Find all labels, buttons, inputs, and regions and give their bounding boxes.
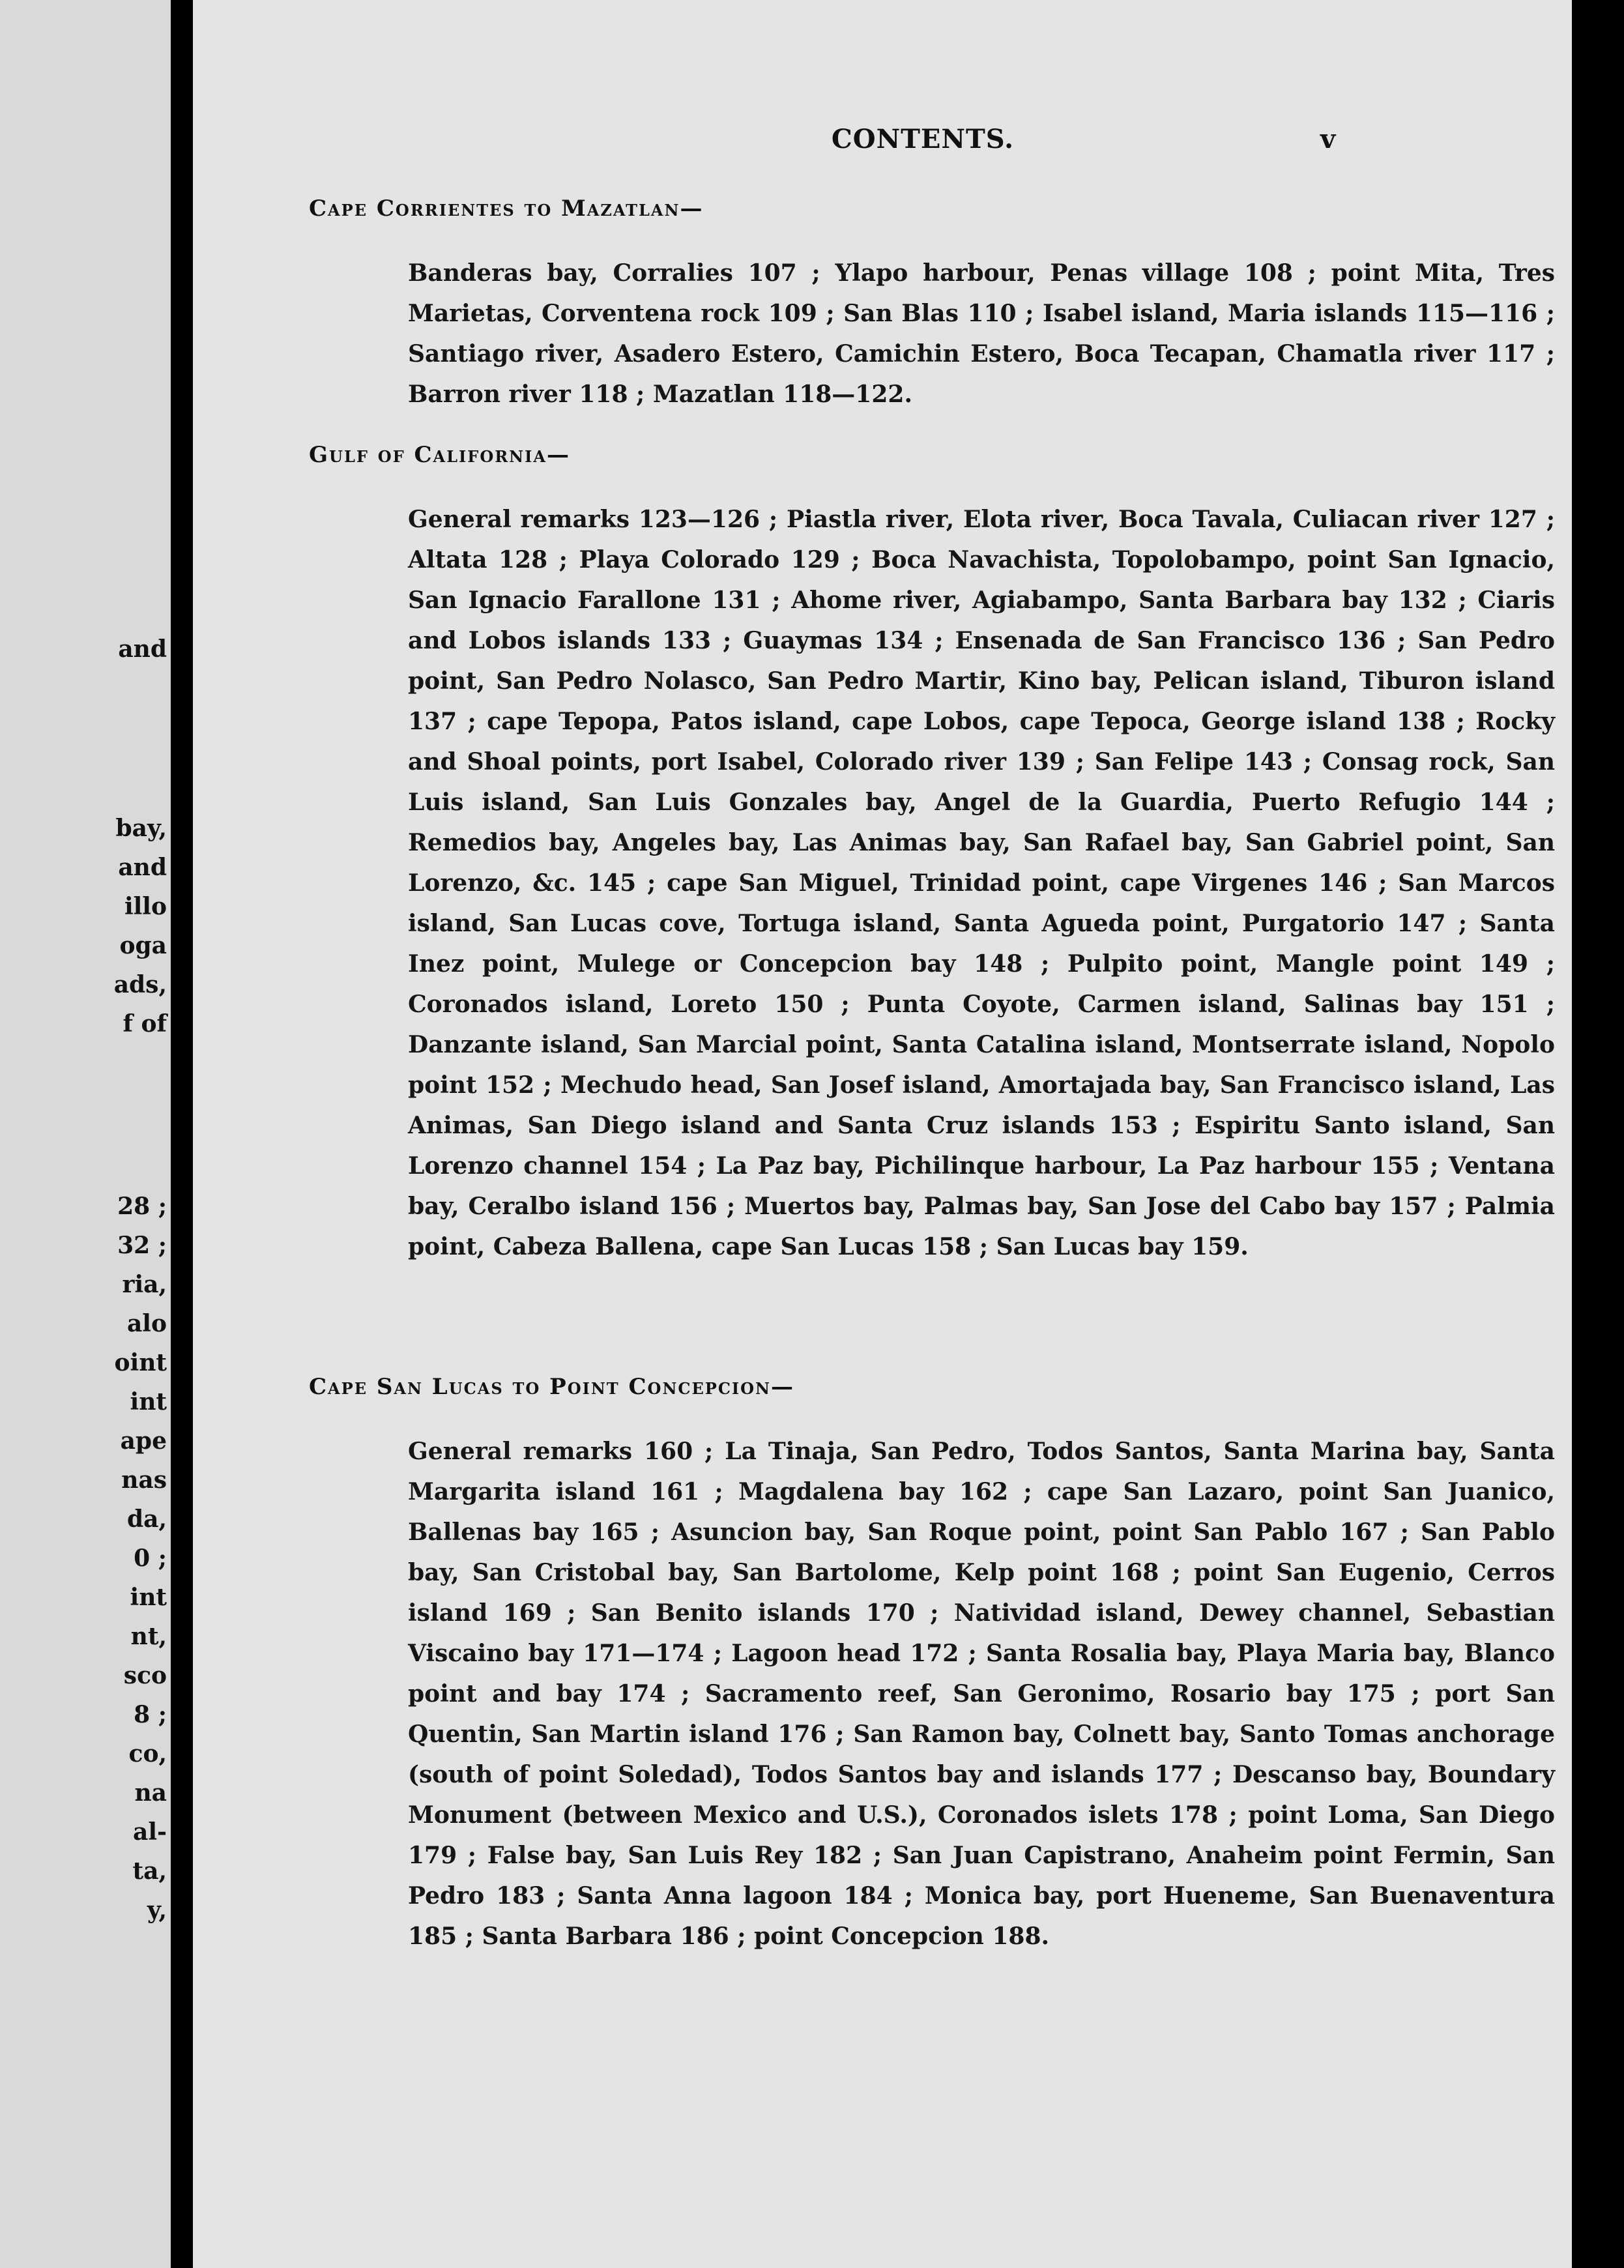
section-heading: Gulf of California— <box>309 442 570 468</box>
margin-fragment: nt, <box>130 1623 167 1650</box>
margin-fragment: oga <box>119 932 167 959</box>
margin-fragment: int <box>130 1584 167 1611</box>
margin-fragment: 32 ; <box>117 1232 167 1259</box>
margin-fragment: int <box>130 1388 167 1416</box>
margin-fragment: and <box>118 635 167 663</box>
margin-fragment: co, <box>128 1740 167 1767</box>
margin-fragment: illo <box>124 893 167 920</box>
margin-fragment: nas <box>121 1466 167 1494</box>
section-heading: Cape San Lucas to Point Concepcion— <box>309 1374 794 1400</box>
margin-fragment: sco <box>123 1662 167 1689</box>
section-entries: Banderas bay, Corralies 107 ; Ylapo harbour, Penas village 108 ; point Mita, Tres Marietas, Corventena rock 109 ; San Blas 110 ; Isabel island, Maria islands 115—116 ; Santiago river, Asadero Estero, Camichin Estero, Boca Tecapan, Chamatla river 117 ; Barron river 118 ; Mazatlan 118—122. <box>408 259 1555 408</box>
margin-fragment: bay, <box>115 815 167 842</box>
margin-fragment: ria, <box>122 1271 167 1298</box>
margin-fragment: 8 ; <box>134 1701 167 1728</box>
page-title: CONTENTS. <box>831 124 1015 154</box>
margin-fragment: ape <box>120 1427 167 1455</box>
facing-page-fragment <box>0 0 171 2268</box>
margin-fragment: al- <box>133 1818 167 1846</box>
margin-fragment: da, <box>126 1505 167 1533</box>
page-edge <box>1572 0 1624 2268</box>
margin-fragment: alo <box>126 1310 167 1337</box>
margin-fragment: 0 ; <box>134 1545 167 1572</box>
margin-fragment: na <box>134 1779 167 1807</box>
margin-fragment: and <box>118 854 167 881</box>
margin-fragment: ta, <box>132 1857 167 1885</box>
section-entries: General remarks 123—126 ; Piastla river, Elota river, Boca Tavala, Culiacan river 127 ; Altata 128 ; Playa Colorado 129 ; Boca Navachista, Topolobampo, point San Ignacio, San Ignacio Farallone 131 ; Ahome river, Agiabampo, Santa Barbara bay 132 ; Ciaris and Lobos islands 133 ; Guaymas 134 ; Ensenada de San Francisco 136 ; San Pedro point, San Pedro Nolasco, San Pedro Martir, Kino bay, Pelican island, Tiburon island 137 ; cape Tepopa, Patos island, cape Lobos, cape Tepoca, George island 138 ; Rocky and Shoal points, port Isabel, Colorado river 139 ; San Felipe 143 ; Consag rock, San Luis island, San Luis Gonzales bay, Angel de la Guardia, Puerto Refugio 144 ; Remedios bay, Angeles bay, Las Animas bay, San Rafael bay, San Gabriel point, San Lorenzo, &c. 145 ; cape San Miguel, Trinidad point, cape Virgenes 146 ; San Marcos island, San Lucas cove, Tortuga island, Santa Agueda point, Purgatorio 147 ; Santa Inez point, Mulege or Concepcion bay 148 ; Pulpito point, Mangle point 149 ; Coronados island, Loreto 150 ; Punta Coyote, Carmen island, Salinas bay 151 ; Danzante island, San Marcial point, Santa Catalina island, Montserrate island, Nopolo point 152 ; Mechudo head, San Josef island, Amortajada bay, San Francisco island, Las Animas, San Diego island and Santa Cruz islands 153 ; Espiritu Santo island, San Lorenzo channel 154 ; La Paz bay, Pichilinque harbour, La Paz harbour 155 ; Ventana bay, Ceralbo island 156 ; Muertos bay, Palmas bay, San Jose del Cabo bay 157 ; Palmia point, Cabeza Ballena, cape San Lucas 158 ; San Lucas bay 159. <box>408 506 1555 1260</box>
margin-fragment: 28 ; <box>117 1193 167 1220</box>
margin-fragment: oint <box>114 1349 167 1376</box>
section-entries: General remarks 160 ; La Tinaja, San Pedro, Todos Santos, Santa Marina bay, Santa Margarita island 161 ; Magdalena bay 162 ; cape San Lazaro, point San Juanico, Ballenas bay 165 ; Asuncion bay, San Roque point, point San Pablo 167 ; San Pablo bay, San Cristobal bay, San Bartolome, Kelp point 168 ; point San Eugenio, Cerros island 169 ; San Benito islands 170 ; Natividad island, Dewey channel, Sebastian Viscaino bay 171—174 ; Lagoon head 172 ; Santa Rosalia bay, Playa Maria bay, Blanco point and bay 174 ; Sacramento reef, San Geronimo, Rosario bay 175 ; port San Quentin, San Martin island 176 ; San Ramon bay, Colnett bay, Santo Tomas anchorage (south of point Soledad), Todos Santos bay and islands 177 ; Descanso bay, Boundary Monument (between Mexico and U.S.), Coronados islets 178 ; point Loma, San Diego 179 ; False bay, San Luis Rey 182 ; San Juan Capistrano, Anaheim point Fermin, San Pedro 183 ; Santa Anna lagoon 184 ; Monica bay, port Hueneme, San Buenaventura 185 ; Santa Barbara 186 ; point Concepcion 188. <box>408 1438 1555 1950</box>
page-number: v <box>1320 124 1336 154</box>
contents-page <box>193 0 1572 2268</box>
margin-fragment: f of <box>123 1010 167 1038</box>
section-heading: Cape Corrientes to Mazatlan— <box>309 196 704 222</box>
margin-fragment: ads, <box>113 971 167 998</box>
book-gutter <box>171 0 193 2268</box>
margin-fragment: y, <box>147 1897 167 1924</box>
running-head <box>193 124 1572 163</box>
